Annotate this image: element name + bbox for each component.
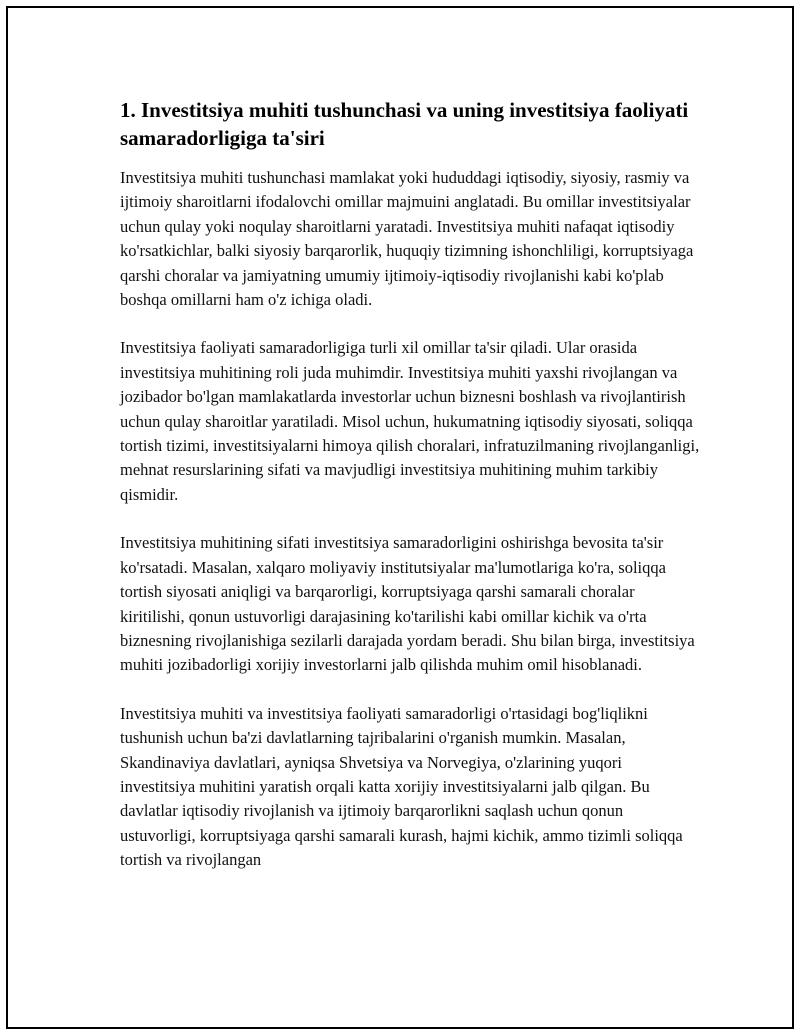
paragraph-3: Investitsiya muhitining sifati investitsiya samaradorligini oshirishga bevosita ta'sir ko'rsatadi. Masalan, xalqaro moliyaviy institutsiyalar ma'lumotlariga ko'ra, soliqqa tortish siyosati aniqligi va barqarorligi, korruptsiyaga qarshi samarali choralar kiritilishi, qonun ustuvorligi darajasining ko'tarilishi kabi omillar kichik va o'rta biznesning rivojlanishiga sezilarli darajada yordam beradi. Shu bilan birga, investitsiya muhiti jozibadorligi xorijiy investorlarni jalb qilishda muhim omil hisoblanadi. [120, 533, 695, 675]
paragraph-2: Investitsiya faoliyati samaradorligiga turli xil omillar ta'sir qiladi. Ular orasida investitsiya muhitining roli juda muhimdir. Investitsiya muhiti yaxshi rivojlangan va jozibador bo'lgan mamlakatlarda investorlar uchun biznesni boshlash va rivojlantirish uchun qulay sharoitlar yaratiladi. Misol uchun, hukumatning iqtisodiy siyosati, soliqqa tortish tizimi, investitsiyalarni himoya qilish choralari, infratuzilmaning rivojlanganligi, mehnat resurslarining sifati va mavjudligi investitsiya muhitining muhim tarkibiy qismidir. [120, 338, 700, 504]
paragraph-4: Investitsiya muhiti va investitsiya faoliyati samaradorligi o'rtasidagi bog'liqlikni tushunish uchun ba'zi davlatlarning tajribalarini o'rganish mumkin. Masalan, Skandinaviya davlatlari, ayniqsa Shvetsiya va Norvegiya, o'zlarining yuqori investitsiya muhitini yaratish orqali katta xorijiy investitsiyalarni jalb qilgan. Bu davlatlar iqtisodiy rivojlanish va ijtimoiy barqarorlikni saqlash uchun qonun ustuvorligi, korruptsiyaga qarshi samarali kurash, hajmi kichik, ammo tizimli soliqqa tortish va rivojlangan [120, 703, 683, 870]
section-heading: 1. Investitsiya muhiti tushunchasi va uning investitsiya faoliyati samaradorligiga ta'siri [120, 98, 689, 150]
document-body [120, 96, 700, 897]
document-page [6, 6, 794, 1029]
paragraph-1: Investitsiya muhiti tushunchasi mamlakat yoki hududdagi iqtisodiy, siyosiy, rasmiy va ijtimoiy sharoitlarni ifodalovchi omillar majmuini anglatadi. Bu omillar investitsiyalar uchun qulay yoki noqulay sharoitlarni yaratadi. Investitsiya muhiti nafaqat iqtisodiy ko'rsatkichlar, balki siyosiy barqarorlik, huquqiy tizimning ishonchliligi, korruptsiyaga qarshi choralar va jamiyatning umumiy ijtimoiy-iqtisodiy rivojlanishi kabi ko'plab boshqa omillarni ham o'z ichiga oladi. [120, 168, 694, 310]
